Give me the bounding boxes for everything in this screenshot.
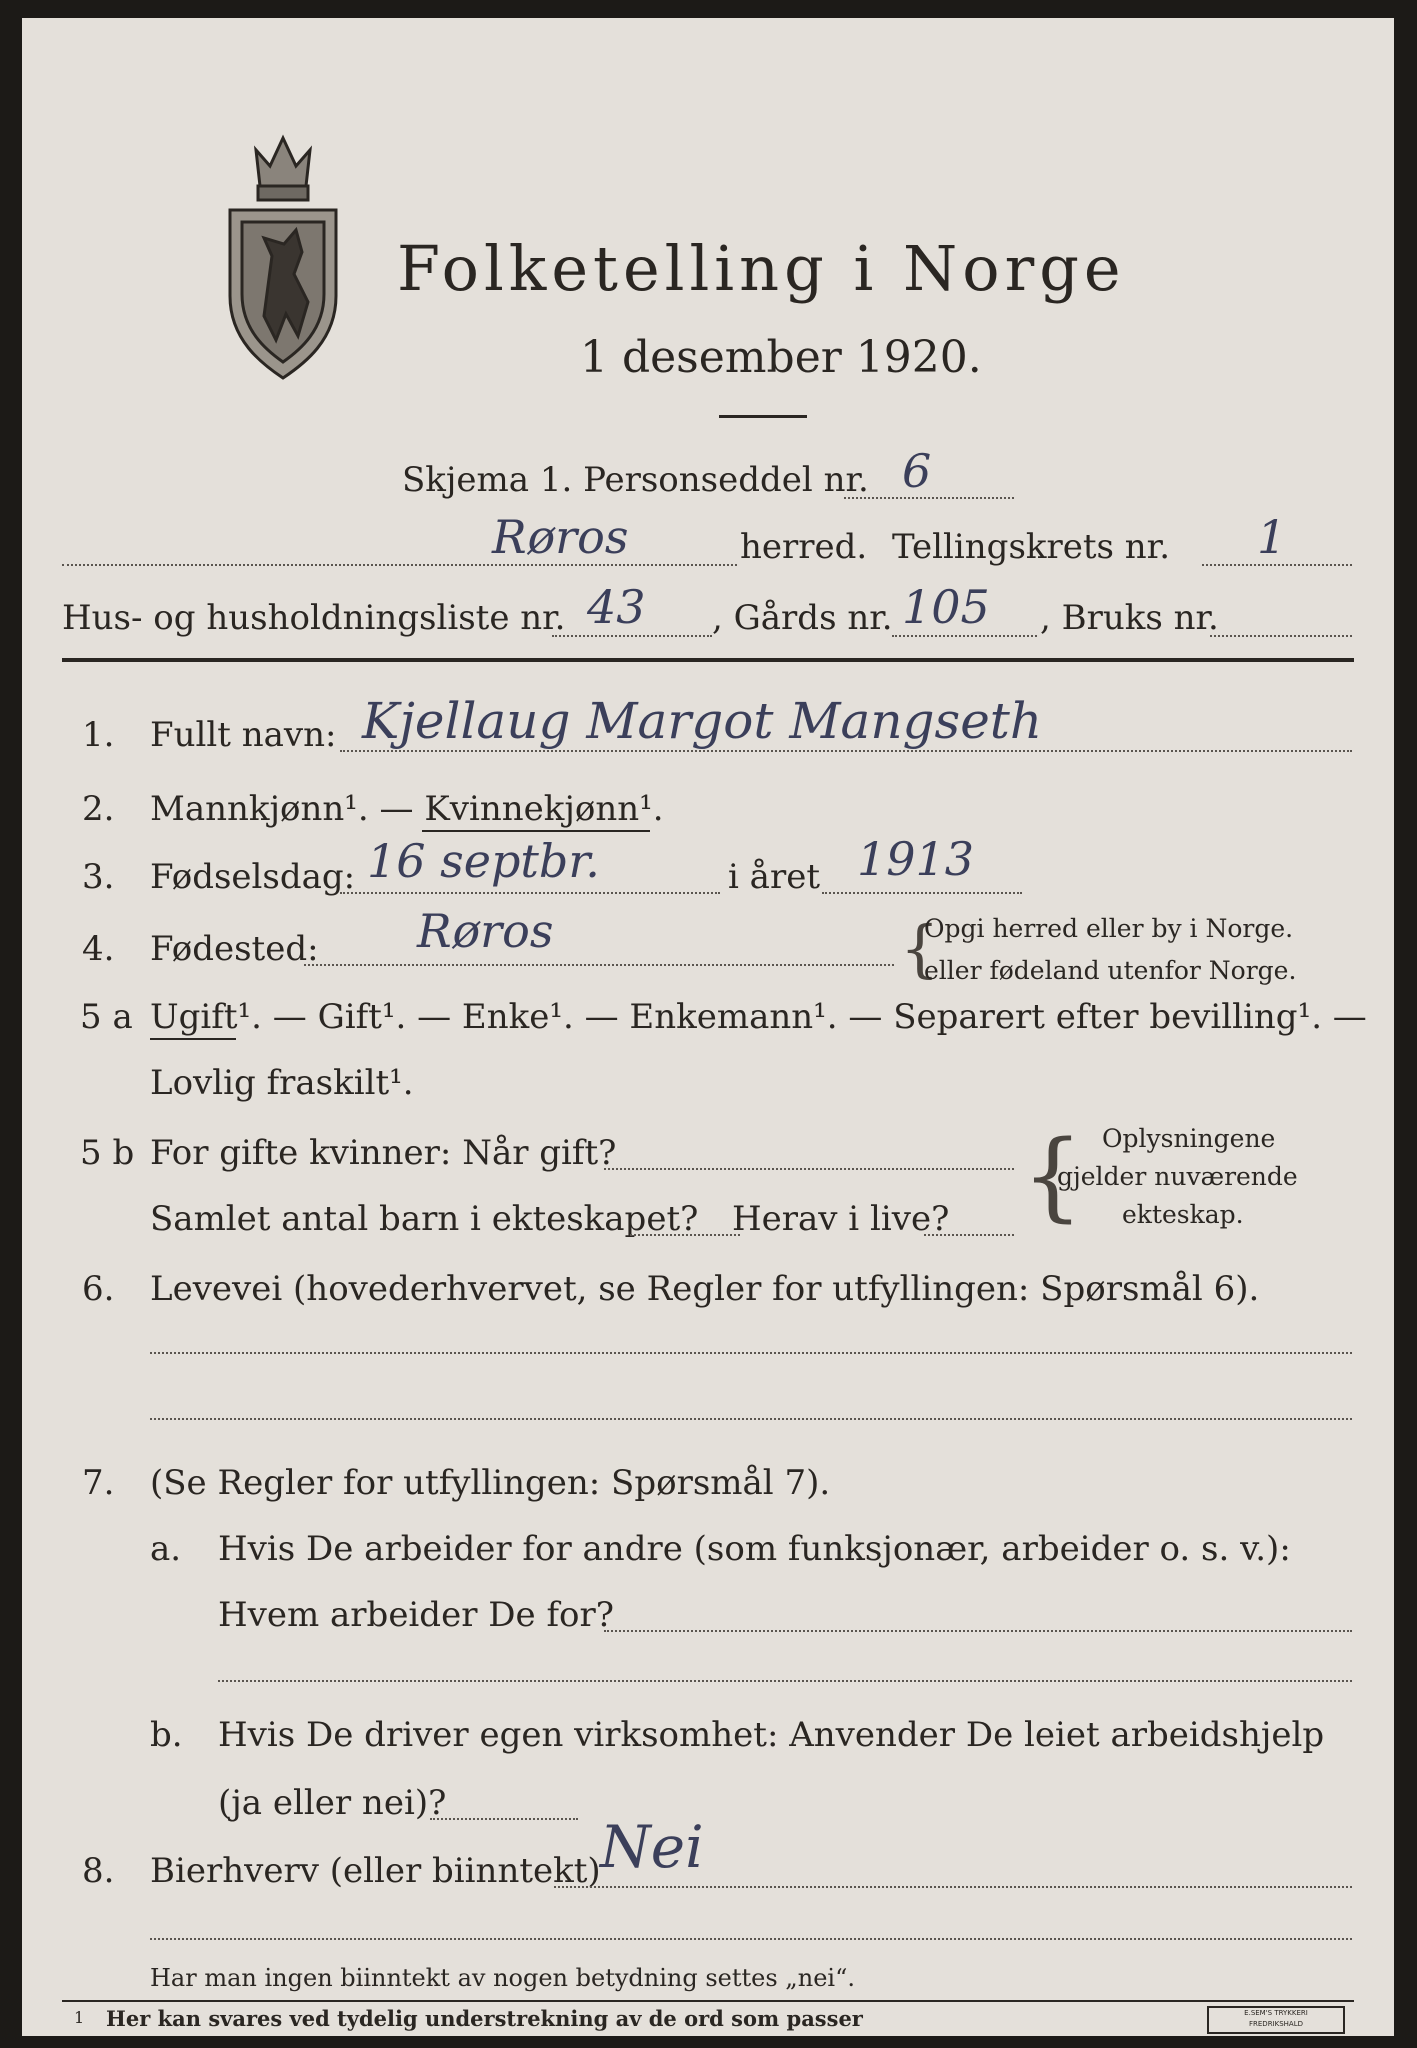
- q4-note-line1: Opgi herred eller by i Norge.: [924, 914, 1294, 943]
- q7b-line1: Hvis De driver egen virksomhet: Anvender De leiet arbeidshjelp: [218, 1715, 1325, 1755]
- footer-note: Har man ingen biinntekt av nogen betydning settes „nei“.: [150, 1964, 855, 1992]
- gards-dotline: [892, 635, 1037, 637]
- q4-label: Fødested:: [150, 929, 319, 969]
- husliste-label: Hus- og husholdningsliste nr.: [62, 598, 566, 638]
- gards-value: 105: [902, 580, 990, 634]
- q5a-line2: Lovlig fraskilt¹.: [150, 1063, 414, 1103]
- q7b-letter: b.: [150, 1715, 183, 1755]
- q1-value: Kjellaug Margot Mangseth: [362, 692, 1043, 750]
- q3-number: 3.: [82, 857, 115, 897]
- q7-label: (Se Regler for utfyllingen: Spørsmål 7).: [150, 1463, 831, 1503]
- q5a-ugift-underline: [150, 1038, 236, 1040]
- q3-year-value: 1913: [857, 832, 975, 886]
- q3-value: 16 septbr.: [367, 834, 600, 888]
- bruks-label: , Bruks nr.: [1040, 598, 1219, 638]
- q7a-dotline-2: [218, 1680, 1352, 1682]
- printer-stamp-line1: E.SEM'S TRYKKERI: [1244, 2009, 1308, 2017]
- q4-brace: {: [900, 912, 940, 985]
- q2-underline: [422, 830, 650, 832]
- q8-number: 8.: [82, 1851, 115, 1891]
- q5b-live-dotline: [924, 1234, 1014, 1236]
- q7a-dotline-1: [604, 1630, 1352, 1632]
- q1-label: Fullt navn:: [150, 715, 337, 755]
- q5a-line1: Ugift¹. — Gift¹. — Enke¹. — Enkemann¹. — Separert efter bevilling¹. —: [150, 997, 1367, 1037]
- q5a-number: 5 a: [80, 997, 133, 1037]
- title-rule: [719, 415, 807, 418]
- q7b-line2: (ja eller nei)?: [218, 1783, 447, 1823]
- q7a-letter: a.: [150, 1529, 182, 1569]
- q1-dotline: [340, 750, 1352, 752]
- q4-dotline: [304, 964, 894, 966]
- tellingskrets-dotline: [1202, 564, 1352, 566]
- gards-label: , Gårds nr.: [712, 598, 893, 638]
- footer-divider: [62, 2000, 1354, 2002]
- q8-label: Bierhverv (eller biinntekt): [150, 1851, 601, 1891]
- q7b-dotline: [430, 1818, 578, 1820]
- coat-of-arms-icon: [220, 126, 346, 392]
- q5b-gift-dotline: [604, 1168, 1014, 1170]
- q1-number: 1.: [82, 715, 115, 755]
- skjema-value: 6: [902, 444, 932, 498]
- tellingskrets-value: 1: [1257, 510, 1287, 564]
- q4-value: Røros: [417, 904, 554, 958]
- q7a-line2: Hvem arbeider De for?: [218, 1595, 614, 1635]
- q5b-number: 5 b: [80, 1133, 135, 1173]
- q4-note-line2: eller fødeland utenfor Norge.: [924, 956, 1297, 985]
- q3-dotline: [340, 892, 720, 894]
- header-divider: [62, 658, 1354, 662]
- husliste-dotline: [552, 635, 712, 637]
- q6-dotline-2: [150, 1418, 1352, 1420]
- printer-stamp-line2: FREDRIKSHALD: [1248, 2020, 1303, 2028]
- q5b-line2b: Herav i live?: [732, 1199, 950, 1239]
- herred-label: herred.: [740, 527, 868, 567]
- husliste-value: 43: [587, 580, 646, 634]
- q8-value: Nei: [600, 1813, 704, 1881]
- census-date: 1 desember 1920.: [580, 332, 982, 383]
- q8-dotline-2: [150, 1938, 1352, 1940]
- q4-number: 4.: [82, 929, 115, 969]
- bruks-dotline: [1210, 635, 1352, 637]
- q6-label: Levevei (hovederhvervet, se Regler for utfyllingen: Spørsmål 6).: [150, 1269, 1260, 1309]
- q2-label: Mannkjønn¹. — Kvinnekjønn¹.: [150, 789, 664, 829]
- herred-value: Røros: [492, 510, 629, 564]
- q2-number: 2.: [82, 789, 115, 829]
- q7-number: 7.: [82, 1463, 115, 1503]
- q3-label: Fødselsdag:: [150, 857, 356, 897]
- q5b-barn-dotline: [630, 1234, 740, 1236]
- q3-year-dotline: [822, 892, 1022, 894]
- printer-stamp: [1207, 2006, 1345, 2034]
- q6-number: 6.: [82, 1269, 115, 1309]
- q7a-line1: Hvis De arbeider for andre (som funksjonær, arbeider o. s. v.):: [218, 1529, 1291, 1569]
- q8-dotline: [554, 1886, 1352, 1888]
- q5b-note-line1: Oplysningene: [1102, 1124, 1276, 1153]
- q5b-line2a: Samlet antal barn i ekteskapet?: [150, 1199, 699, 1239]
- footnote-text: Her kan svares ved tydelig understrekning av de ord som passer: [106, 2006, 863, 2031]
- q5b-note-line2: gjelder nuværende: [1057, 1162, 1298, 1191]
- skjema-label: Skjema 1. Personseddel nr.: [402, 460, 869, 500]
- tellingskrets-label: Tellingskrets nr.: [892, 527, 1171, 567]
- q5b-note-line3: ekteskap.: [1122, 1200, 1244, 1229]
- q5b-line1: For gifte kvinner: Når gift?: [150, 1133, 617, 1173]
- q5b-brace: {: [1022, 1120, 1084, 1232]
- form-title: Folketelling i Norge: [397, 232, 1126, 305]
- herred-dotline: [62, 564, 737, 566]
- q3-year-label: i året: [728, 857, 820, 897]
- q6-dotline-1: [150, 1352, 1352, 1354]
- census-form-sheet: [22, 18, 1394, 2036]
- footnote-mark: 1: [74, 2008, 85, 2027]
